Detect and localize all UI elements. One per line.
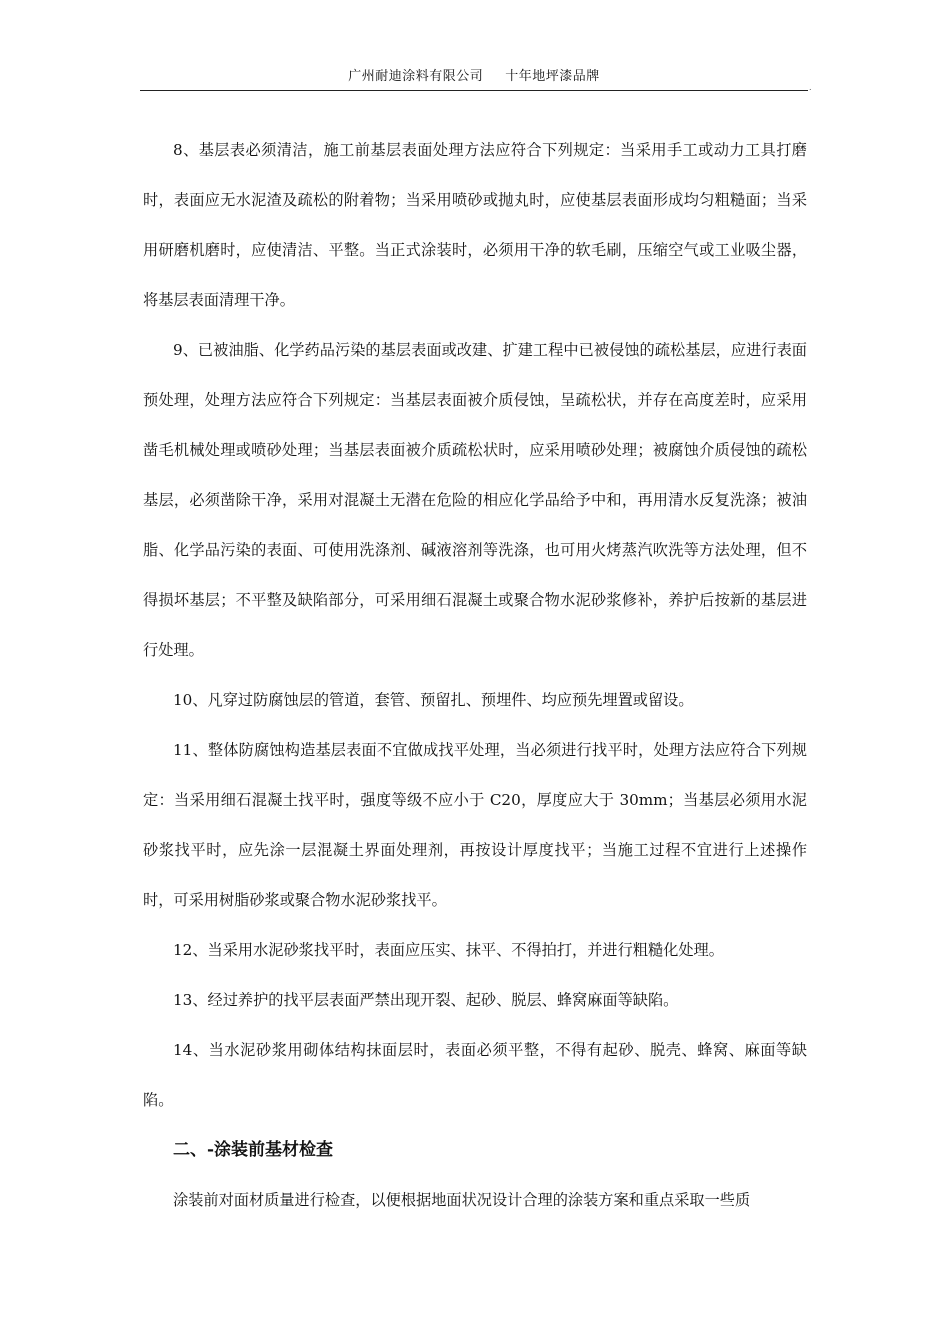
paragraph-item-10: 10、凡穿过防腐蚀层的管道，套管、预留扎、预埋件、均应预先埋置或留设。 <box>173 691 694 709</box>
paragraph-item-12: 12、当采用水泥砂浆找平时，表面应压实、抹平、不得拍打，并进行粗糙化处理。 <box>173 941 724 959</box>
paragraph-item-9: 9、已被油脂、化学药品污染的基层表面或改建、扩建工程中已被侵蚀的疏松基层，应进行表面预处理，处理方法应符合下列规定：当基层表面被介质侵蚀，呈疏松状，并存在高度差时，应采用凿毛机械处理或喷砂处理；当基层表面被介质疏松状时，应采用喷砂处理；被腐蚀介质侵蚀的疏松基层，必须凿除干净，采用对混凝土无潜在危险的相应化学品给予中和，再用清水反复洗涤；被油脂、化学品污染的表面、可使用洗涤剂、碱液溶剂等洗涤，也可用火烤蒸汽吹洗等方法处理，但不得损坏基层；不平整及缺陷部分，可采用细石混凝土或聚合物水泥砂浆修补，养护后按新的基层进行处理。 <box>143 341 807 659</box>
header-company: 广州耐迪涂料有限公司 <box>348 69 484 84</box>
page-header <box>140 68 808 91</box>
header-end-mark: . <box>809 83 812 92</box>
section-intro-paragraph: 涂装前对面材质量进行检查，以便根据地面状况设计合理的涂装方案和重点采取一些质 <box>173 1191 751 1209</box>
document-body <box>143 125 807 1225</box>
section-heading: 二、-涂装前基材检查 <box>173 1140 334 1160</box>
paragraph-item-14: 14、当水泥砂浆用砌体结构抹面层时，表面必须平整，不得有起砂、脱壳、蜂窝、麻面等缺陷。 <box>143 1041 807 1109</box>
paragraph-item-11: 11、整体防腐蚀构造基层表面不宜做成找平处理，当必须进行找平时，处理方法应符合下列规定：当采用细石混凝土找平时，强度等级不应小于 C20，厚度应大于 30mm；当基层必须用水泥砂浆找平时，应先涂一层混凝土界面处理剂，再按设计厚度找平；当施工过程不宜进行上述操作时，可采用树脂砂浆或聚合物水泥砂浆找平。 <box>143 741 807 909</box>
paragraph-item-13: 13、经过养护的找平层表面严禁出现开裂、起砂、脱层、蜂窝麻面等缺陷。 <box>173 991 679 1009</box>
header-slogan: 十年地坪漆品牌 <box>505 69 600 84</box>
paragraph-item-8: 8、基层表必须清洁，施工前基层表面处理方法应符合下列规定：当采用手工或动力工具打磨时，表面应无水泥渣及疏松的附着物；当采用喷砂或抛丸时，应使基层表面形成均匀粗糙面；当采用研磨机磨时，应使清洁、平整。当正式涂装时，必须用干净的软毛刷，压缩空气或工业吸尘器，将基层表面清理干净。 <box>143 141 807 309</box>
